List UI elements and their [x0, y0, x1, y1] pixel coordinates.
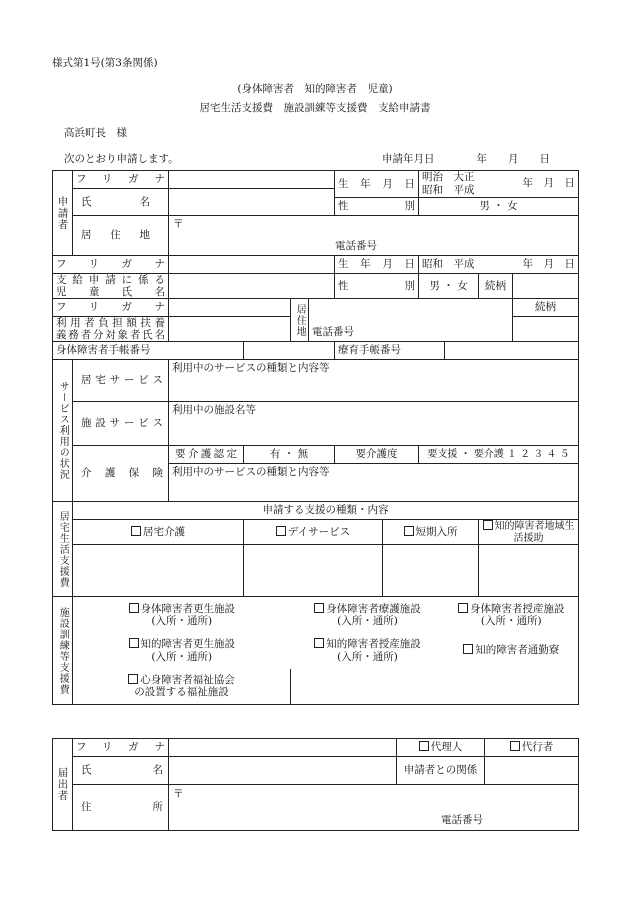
service-section-label: サービス利用の状況 [53, 360, 73, 502]
facility-option-3-label: 身体障害者授産施設 [470, 602, 565, 615]
addressee: 高浜町長 様 [64, 127, 127, 139]
supporter-furigana-field[interactable] [169, 299, 291, 317]
child-name-label-1: 支給申請に係る [56, 274, 165, 286]
applicant-sex-label: 性別 [335, 198, 419, 216]
supporter-relation-field[interactable] [513, 317, 579, 342]
checkbox-icon[interactable] [314, 603, 324, 613]
care-service-field[interactable] [169, 464, 579, 502]
home-support-field-4[interactable] [479, 545, 579, 597]
home-support-field-1[interactable] [73, 545, 244, 597]
checkbox-icon[interactable] [463, 644, 473, 654]
applicant-name-field[interactable] [169, 189, 335, 216]
applicant-era-1: 明治 大正 [422, 171, 475, 183]
checkbox-icon[interactable] [419, 741, 429, 751]
notifier-furigana-label: フリガナ [73, 739, 169, 757]
home-support-field-3[interactable] [383, 545, 479, 597]
child-relation-field[interactable] [513, 274, 579, 299]
checkbox-icon[interactable] [483, 520, 493, 530]
notifier-relation-label: 申請者との関係 [397, 757, 485, 785]
notifier-proxy-option[interactable] [485, 739, 579, 757]
supporter-furigana-label: フリガナ [53, 299, 169, 317]
facility-option-7-sub: の設置する福祉施設 [134, 686, 229, 699]
facility-option-4-label: 知的障害者更生施設 [140, 638, 235, 651]
care-cert-label: 要介護認定 [169, 446, 244, 464]
applicant-ymd: 年 月 日 [522, 177, 576, 189]
notifier-address-label: 住所 [73, 785, 169, 831]
care-service-note: 利用中のサービスの種類と内容等 [172, 466, 330, 478]
facility-option-3-sub: (入所・通所) [480, 614, 542, 627]
main-form-table [52, 170, 579, 705]
notifier-table [52, 738, 579, 831]
checkbox-icon[interactable] [129, 638, 139, 648]
home-support-item-4[interactable] [479, 520, 579, 545]
ryoiku-handbook-label: 療育手帳番号 [335, 342, 445, 360]
child-ymd: 年 月 日 [522, 258, 576, 271]
form-number: 様式第1号(第3条関係) [52, 57, 158, 69]
facility-option-5-label: 知的障害者授産施設 [326, 638, 421, 651]
applicant-furigana-field[interactable] [169, 171, 335, 189]
applicant-address-field[interactable] [169, 216, 579, 256]
care-level-field[interactable]: 要支援 ・ 要介護 １ ２ ３ ４ ５ [419, 446, 579, 464]
supporter-name-label-1: 利用者負担額扶養 [56, 317, 165, 329]
notifier-address-field[interactable] [169, 785, 579, 831]
facility-option-1-sub: (入所・通所) [151, 614, 213, 627]
facility-option-2-label: 身体障害者療護施設 [326, 602, 421, 615]
checkbox-icon[interactable] [510, 741, 520, 751]
form-title: 居宅生活支援費 施設訓練等支援費 支給申請書 [199, 102, 431, 114]
child-relation-label: 続柄 [479, 274, 513, 299]
facility-option-2[interactable] [291, 597, 445, 633]
facility-service-label: 施設サービス [73, 402, 169, 446]
home-support-section-label: 居宅生活支援費 [53, 502, 73, 597]
facility-option-2-sub: (入所・通所) [337, 614, 398, 627]
home-support-item-1-label: 居宅介護 [143, 525, 185, 538]
home-service-field[interactable] [169, 360, 579, 402]
facility-option-6[interactable] [445, 633, 579, 669]
checkbox-icon[interactable] [129, 603, 139, 613]
applicant-furigana-label: フリガナ [73, 171, 169, 189]
checkbox-icon[interactable] [131, 526, 141, 536]
home-service-note: 利用中のサービスの種類と内容等 [172, 362, 330, 374]
home-support-item-3[interactable] [383, 520, 479, 545]
applicant-address-label: 居住地 [73, 216, 169, 256]
applicant-name-label: 氏名 [73, 189, 169, 216]
applicant-birth-field[interactable] [419, 171, 579, 198]
child-furigana-label: フリガナ [53, 256, 169, 274]
application-date: 申請年月日 年 月 日 [382, 153, 550, 165]
applicant-era-2: 昭和 平成 [422, 184, 475, 196]
facility-option-4-sub: (入所・通所) [151, 650, 213, 663]
child-sex-label: 性別 [335, 274, 419, 299]
child-birth-label: 生年月日 [335, 256, 419, 274]
supporter-name-field[interactable] [169, 317, 291, 342]
applicant-postal-mark: 〒 [173, 218, 184, 230]
care-level-label: 要介護度 [335, 446, 419, 464]
notifier-relation-field[interactable] [485, 757, 579, 785]
child-birth-field[interactable] [419, 256, 579, 274]
applicant-section-label: 申請者 [53, 171, 73, 256]
facility-option-blank [291, 669, 579, 705]
facility-option-3[interactable] [445, 597, 579, 633]
applicant-birth-label: 生年月日 [335, 171, 419, 198]
home-support-field-2[interactable] [244, 545, 383, 597]
supporter-phone-label: 電話番号 [312, 325, 354, 338]
home-service-label: 居宅サービス [73, 360, 169, 402]
care-cert-field[interactable]: 有 ・ 無 [244, 446, 335, 464]
facility-option-7[interactable] [73, 669, 291, 705]
ryoiku-handbook-field[interactable] [445, 342, 579, 360]
notifier-agent-option[interactable] [397, 739, 485, 757]
home-support-item-3-label: 短期入所 [415, 525, 458, 538]
supporter-residence-field[interactable] [309, 299, 513, 342]
applicant-sex-field[interactable]: 男 ・ 女 [419, 198, 579, 216]
checkbox-icon[interactable] [314, 638, 324, 648]
care-insurance-label: 介護保険 [73, 446, 169, 502]
notifier-proxy-label: 代行者 [521, 741, 554, 754]
facility-option-1[interactable] [73, 597, 291, 633]
physical-handbook-label: 身体障害者手帳番号 [53, 342, 244, 360]
child-era: 昭和 平成 [422, 258, 475, 271]
intro-text: 次のとおり申請します。 [64, 153, 179, 165]
facility-option-6-label: 知的障害者通勤寮 [475, 644, 560, 657]
applicant-phone-label: 電話番号 [335, 239, 377, 252]
facility-support-section-label: 施設訓練等支援費 [53, 597, 73, 705]
child-name-label [53, 274, 169, 299]
home-support-item-4-label: 知的障害者地域生活援助 [494, 521, 575, 544]
home-support-item-2-label: デイサービス [287, 525, 351, 538]
child-name-label-2: 児童氏名 [56, 286, 165, 298]
supporter-relation-label: 続柄 [513, 299, 579, 317]
supporter-name-label-2: 義務者分対象者氏名 [56, 329, 165, 341]
home-support-item-2[interactable] [244, 520, 383, 545]
form-subtitle: (身体障害者 知的障害者 児童) [237, 83, 393, 95]
notifier-agent-label: 代理人 [430, 741, 463, 754]
checkbox-icon[interactable] [276, 526, 286, 536]
facility-option-5[interactable] [291, 633, 445, 669]
facility-option-1-label: 身体障害者更生施設 [140, 602, 235, 615]
facility-option-5-sub: (入所・通所) [337, 650, 398, 663]
notifier-postal-mark: 〒 [173, 788, 184, 800]
facility-service-field[interactable] [169, 402, 579, 446]
notifier-section-label: 届出者 [53, 739, 73, 831]
checkbox-icon[interactable] [404, 526, 414, 536]
supporter-residence-label: 居住地 [291, 299, 309, 342]
checkbox-icon[interactable] [458, 603, 468, 613]
physical-handbook-field[interactable] [244, 342, 335, 360]
notifier-name-label: 氏名 [73, 757, 169, 785]
facility-option-4[interactable] [73, 633, 291, 669]
notifier-name-field[interactable] [169, 757, 397, 785]
facility-option-7-label: 心身障害者福祉協会 [140, 674, 235, 687]
child-sex-field[interactable]: 男 ・ 女 [419, 274, 479, 299]
checkbox-icon[interactable] [128, 674, 138, 684]
child-name-field[interactable] [169, 274, 335, 299]
notifier-furigana-field[interactable] [169, 739, 397, 757]
home-support-heading: 申請する支援の種類・内容 [73, 502, 579, 520]
child-furigana-field[interactable] [169, 256, 335, 274]
facility-service-note: 利用中の施設名等 [172, 404, 256, 416]
notifier-phone-label: 電話番号 [441, 813, 483, 826]
supporter-name-label [53, 317, 169, 342]
home-support-item-1[interactable] [73, 520, 244, 545]
